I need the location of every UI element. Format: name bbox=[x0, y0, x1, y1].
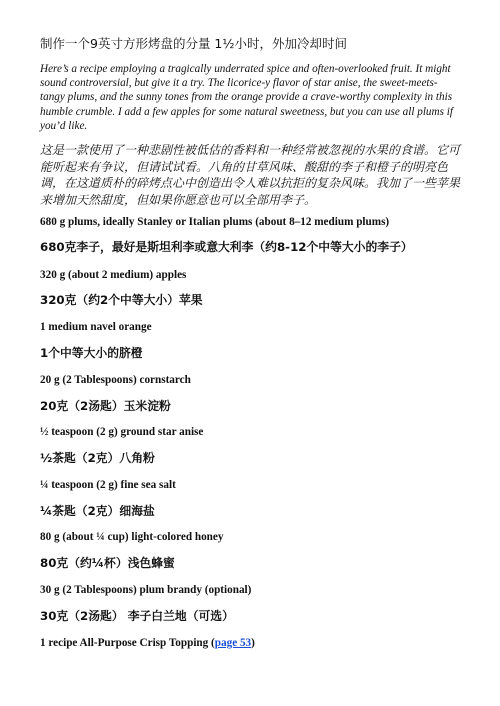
ingredient-en: 20 g (2 Tablespoons) cornstarch bbox=[40, 374, 191, 386]
intro-chinese: 这是一款使用了一种悲剧性被低估的香料和一种经常被忽视的水果的食谱。它可能听起来有争议，但请试试看。八角的甘草风味、酸甜的李子和橙子的明亮色调，在这道质朴的碎烤点心中创造出令人难以抗拒的复杂风味。我加了一些苹果来增加天然甜度，但如果你愿意也可以全部用李子。 bbox=[40, 143, 461, 207]
ingredient-en: 680 g plums, ideally Stanley or Italian plums (about 8–12 medium plums) bbox=[40, 216, 390, 228]
ingredient-zh: ¼茶匙（2克）细海盐 bbox=[40, 504, 155, 518]
ingredient-zh: 80克（约¼杯）浅色蜂蜜 bbox=[40, 556, 175, 570]
crisp-topping-suffix: ) bbox=[251, 637, 255, 649]
ingredient-en: 320 g (about 2 medium) apples bbox=[40, 269, 187, 281]
page-53-link[interactable]: page 53 bbox=[214, 637, 252, 649]
ingredient-en: ¼ teaspoon (2 g) fine sea salt bbox=[40, 479, 176, 491]
ingredient-zh: 1个中等大小的脐橙 bbox=[40, 346, 143, 360]
ingredient-zh: 680克李子，最好是斯坦利李或意大利李（约8-12个中等大小的李子） bbox=[40, 240, 413, 254]
ingredient-zh: 320克（约2个中等大小）苹果 bbox=[40, 293, 203, 307]
ingredient-zh: 30克（2汤匙） 李子白兰地（可选） bbox=[40, 609, 234, 623]
ingredient-en: 1 medium navel orange bbox=[40, 321, 152, 333]
ingredient-zh: 20克（2汤匙）玉米淀粉 bbox=[40, 399, 171, 413]
intro-english: Here’s a recipe employing a tragically underrated spice and often-overlooked fruit. It might sound controversial, but give it a try. The licorice-y flavor of star anise, the sweet-meets-tangy plums, and the sunny tones from the orange provide a crave-worthy complexity in this humble crumble. I add a few apples for some natural sweetness, but you can use all plums if you’d like. bbox=[40, 63, 453, 132]
ingredient-zh: ½茶匙（2克）八角粉 bbox=[40, 451, 155, 465]
crisp-topping-text: 1 recipe All-Purpose Crisp Topping ( bbox=[40, 637, 215, 649]
crisp-topping-ingredient bbox=[40, 636, 460, 650]
ingredient-en: ½ teaspoon (2 g) ground star anise bbox=[40, 426, 204, 438]
recipe-yield-title: 制作一个9英寸方形烤盘的分量 1½小时，外加冷却时间 bbox=[40, 36, 347, 51]
ingredient-en: 30 g (2 Tablespoons) plum brandy (optional) bbox=[40, 584, 252, 596]
ingredient-en: 80 g (about ¼ cup) light-colored honey bbox=[40, 531, 224, 543]
